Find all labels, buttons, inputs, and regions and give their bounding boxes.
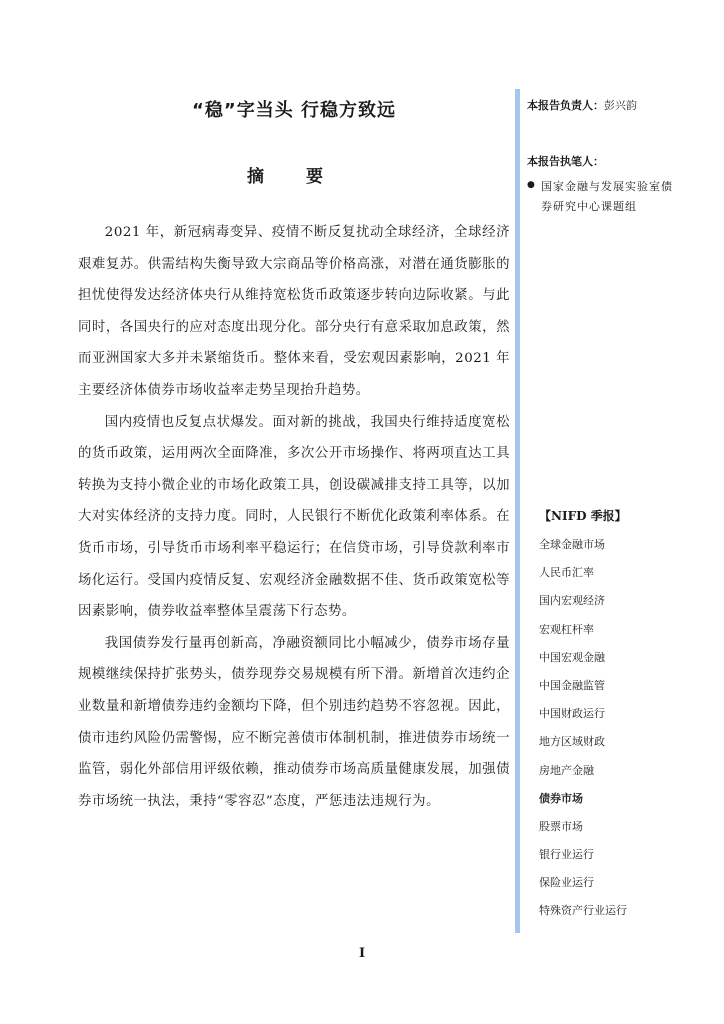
writer-text: 国家金融与发展实验室债券研究中心课题组 <box>541 180 673 213</box>
nifd-list-item[interactable]: 人民币汇率 <box>539 566 594 580</box>
nifd-report-list <box>539 537 627 932</box>
nifd-list-item[interactable]: 全球金融市场 <box>539 538 605 551</box>
responsible-name: 彭兴韵 <box>604 99 637 112</box>
main-content <box>78 96 510 817</box>
nifd-list-item[interactable]: 国内宏观经济 <box>539 594 605 608</box>
writer-label: 本报告执笔人： <box>527 155 604 168</box>
nifd-list-item[interactable]: 特殊资产行业运行 <box>539 904 627 918</box>
nifd-list-item[interactable]: 宏观杠杆率 <box>539 622 594 636</box>
writer-item <box>527 177 707 217</box>
nifd-list-item[interactable]: 中国财政运行 <box>539 707 605 721</box>
nifd-quarterly-header: 【NIFD 季报】 <box>539 509 627 523</box>
nifd-list-item[interactable]: 债券市场 <box>539 791 583 805</box>
sidebar-divider <box>515 89 520 933</box>
bullet-icon: ● <box>527 180 535 190</box>
abstract-heading: 摘 要 <box>247 167 341 187</box>
sidebar <box>527 97 707 217</box>
nifd-list-item[interactable]: 中国宏观金融 <box>539 650 605 664</box>
abstract-paragraph-3: 我国债券发行量再创新高，净融资额同比小幅减少，债券市场存量规模继续保持扩张势头，债券现券交易规模有所下滑。新增首次违约企业数量和新增债券违约金额均下降，但个别违约趋势不容忽视。因此，债市违约风险仍需警惕，应不断完善债市体制机制，推进债券市场统一监管，弱化外部信用评级依赖，推动债券市场高质量健康发展，加强债券市场统一执法，秉持“零容忍”态度，严惩违法违规行为。 <box>78 635 510 809</box>
abstract-paragraph-2: 国内疫情也反复点状爆发。面对新的挑战，我国央行维持适度宽松的货币政策，运用两次全面降准，多次公开市场操作、将两项直达工具转换为支持小微企业的市场化政策工具，创设碳减排支持工具等，以加大对实体经济的支持力度。同时，人民银行不断优化政策利率体系。在货币市场，引导货币市场利率平稳运行；在信贷市场，引导贷款利率市场化运行。受国内疫情反复、宏观经济金融数据不佳、货币政策宽松等因素影响，债券收益率整体呈震荡下行态势。 <box>78 414 510 620</box>
responsible-label: 本报告负责人： <box>527 99 604 112</box>
abstract-paragraph-1: 2021 年，新冠病毒变异、疫情不断反复扰动全球经济，全球经济艰难复苏。供需结构失衡导致大宗商品等价格高涨，对潜在通货膨胀的担忧使得发达经济体央行从维持宽松货币政策逐步转向边际收紧。与此同时，各国央行的应对态度出现分化。部分央行有意采取加息政策，然而亚洲国家大多并未紧缩货币。整体来看，受宏观因素影响，2021 年主要经济体债券市场收益率走势呈现抬升趋势。 <box>78 225 510 398</box>
nifd-list-item[interactable]: 保险业运行 <box>539 876 594 890</box>
report-title: “稳”字当头 行稳方致远 <box>192 100 396 121</box>
page-number: I <box>358 946 366 961</box>
responsible-row <box>527 97 707 113</box>
nifd-list-item[interactable]: 银行业运行 <box>539 848 594 862</box>
nifd-list-item[interactable]: 房地产金融 <box>539 763 594 777</box>
nifd-list-item[interactable]: 中国金融监管 <box>539 678 605 692</box>
nifd-list-item[interactable]: 股票市场 <box>539 819 583 833</box>
nifd-list-item[interactable]: 地方区域财政 <box>539 735 605 749</box>
